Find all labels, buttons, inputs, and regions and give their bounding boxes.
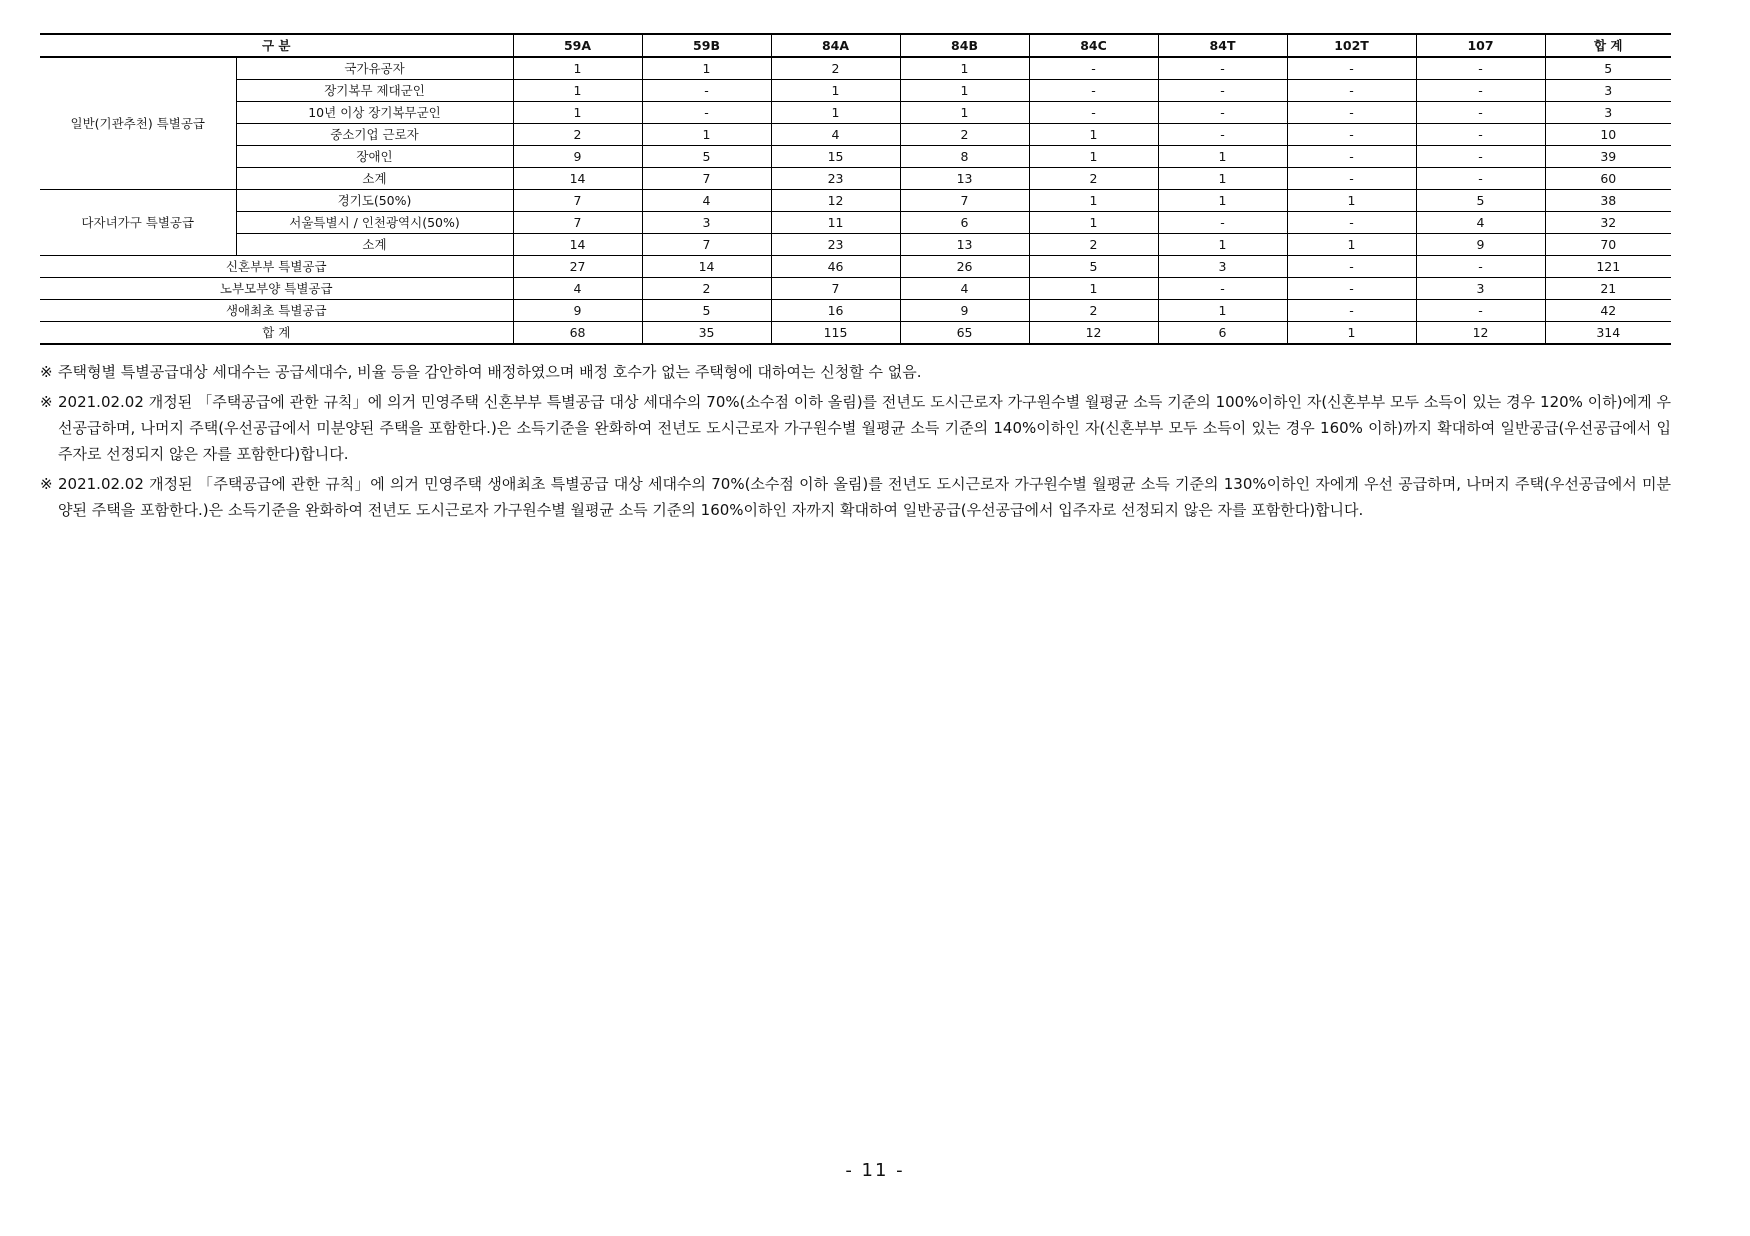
page-content (40, 33, 1671, 527)
value-cell: 5 (1029, 256, 1158, 278)
value-cell: 65 (900, 322, 1029, 345)
value-cell: 14 (513, 234, 642, 256)
row-label: 장애인 (236, 146, 513, 168)
value-cell: - (1029, 80, 1158, 102)
row-label: 합 계 (40, 322, 513, 345)
value-cell: 5 (642, 146, 771, 168)
row-label: 10년 이상 장기복무군인 (236, 102, 513, 124)
value-cell: 15 (771, 146, 900, 168)
value-cell: 1 (1029, 190, 1158, 212)
value-cell: - (1287, 256, 1416, 278)
value-cell: - (1416, 146, 1545, 168)
row-label: 장기복무 제대군인 (236, 80, 513, 102)
value-cell: 35 (642, 322, 771, 345)
value-cell: - (1158, 80, 1287, 102)
row-label: 소계 (236, 168, 513, 190)
header-type-59b: 59B (642, 34, 771, 57)
note-mark: ※ (40, 475, 53, 493)
row-total-cell: 3 (1545, 102, 1671, 124)
header-type-107: 107 (1416, 34, 1545, 57)
note-mark: ※ (40, 393, 53, 411)
value-cell: - (1416, 80, 1545, 102)
row-total-cell: 121 (1545, 256, 1671, 278)
value-cell: - (1416, 57, 1545, 80)
value-cell: - (1416, 300, 1545, 322)
table-row (40, 168, 1671, 190)
note-item (40, 359, 1671, 385)
table-row (40, 212, 1671, 234)
value-cell: 14 (513, 168, 642, 190)
value-cell: 9 (513, 146, 642, 168)
row-total-cell: 32 (1545, 212, 1671, 234)
value-cell: - (642, 80, 771, 102)
value-cell: 7 (642, 234, 771, 256)
row-label: 서울특별시 / 인천광역시(50%) (236, 212, 513, 234)
row-total-cell: 60 (1545, 168, 1671, 190)
header-row (40, 34, 1671, 57)
value-cell: 7 (900, 190, 1029, 212)
value-cell: - (1287, 57, 1416, 80)
value-cell: - (1158, 57, 1287, 80)
value-cell: 3 (1416, 278, 1545, 300)
value-cell: - (1158, 124, 1287, 146)
value-cell: 7 (513, 212, 642, 234)
group-label: 일반(기관추천) 특별공급 (40, 57, 236, 190)
value-cell: 9 (513, 300, 642, 322)
value-cell: 6 (1158, 322, 1287, 345)
value-cell: 9 (900, 300, 1029, 322)
value-cell: 2 (1029, 300, 1158, 322)
page-number: - 11 - (845, 1160, 905, 1181)
table-row (40, 57, 1671, 80)
value-cell: 2 (1029, 234, 1158, 256)
row-label: 국가유공자 (236, 57, 513, 80)
notes-section (40, 359, 1671, 523)
row-total-cell: 314 (1545, 322, 1671, 345)
row-label: 노부모부양 특별공급 (40, 278, 513, 300)
value-cell: 27 (513, 256, 642, 278)
header-category: 구 분 (40, 34, 513, 57)
allocation-table (40, 33, 1671, 345)
value-cell: 1 (1029, 124, 1158, 146)
note-mark: ※ (40, 363, 53, 381)
value-cell: 3 (1158, 256, 1287, 278)
note-item (40, 471, 1671, 523)
value-cell: 14 (642, 256, 771, 278)
value-cell: - (1416, 102, 1545, 124)
value-cell: 1 (642, 124, 771, 146)
row-label: 소계 (236, 234, 513, 256)
value-cell: - (1287, 124, 1416, 146)
value-cell: 1 (1287, 234, 1416, 256)
value-cell: 1 (1158, 168, 1287, 190)
table-row (40, 146, 1671, 168)
row-total-cell: 5 (1545, 57, 1671, 80)
value-cell: 23 (771, 234, 900, 256)
table-row (40, 124, 1671, 146)
group-label: 다자녀가구 특별공급 (40, 190, 236, 256)
table-header (40, 34, 1671, 57)
value-cell: 13 (900, 234, 1029, 256)
value-cell: 1 (1158, 190, 1287, 212)
value-cell: 115 (771, 322, 900, 345)
value-cell: 4 (1416, 212, 1545, 234)
value-cell: - (1416, 168, 1545, 190)
value-cell: 1 (1029, 146, 1158, 168)
value-cell: 1 (900, 80, 1029, 102)
value-cell: 2 (900, 124, 1029, 146)
value-cell: 23 (771, 168, 900, 190)
value-cell: 4 (642, 190, 771, 212)
table-row (40, 190, 1671, 212)
value-cell: 1 (771, 102, 900, 124)
row-total-cell: 70 (1545, 234, 1671, 256)
table-row (40, 300, 1671, 322)
header-type-59a: 59A (513, 34, 642, 57)
table-body (40, 57, 1671, 344)
value-cell: - (1158, 102, 1287, 124)
value-cell: 1 (1158, 234, 1287, 256)
value-cell: 11 (771, 212, 900, 234)
table-row (40, 80, 1671, 102)
value-cell: 12 (1416, 322, 1545, 345)
row-label: 경기도(50%) (236, 190, 513, 212)
header-type-102t: 102T (1287, 34, 1416, 57)
header-type-84a: 84A (771, 34, 900, 57)
value-cell: - (1287, 278, 1416, 300)
value-cell: - (642, 102, 771, 124)
value-cell: - (1287, 168, 1416, 190)
value-cell: 6 (900, 212, 1029, 234)
value-cell: 1 (1158, 300, 1287, 322)
value-cell: 7 (513, 190, 642, 212)
value-cell: - (1029, 102, 1158, 124)
row-total-cell: 38 (1545, 190, 1671, 212)
row-total-cell: 21 (1545, 278, 1671, 300)
value-cell: - (1287, 80, 1416, 102)
row-label: 생애최초 특별공급 (40, 300, 513, 322)
value-cell: - (1416, 124, 1545, 146)
value-cell: 3 (642, 212, 771, 234)
note-text: 주택형별 특별공급대상 세대수는 공급세대수, 비율 등을 감안하여 배정하였으며 배정 호수가 없는 주택형에 대하여는 신청할 수 없음. (58, 363, 922, 381)
table-row (40, 278, 1671, 300)
table-row (40, 102, 1671, 124)
value-cell: 5 (642, 300, 771, 322)
value-cell: 1 (900, 57, 1029, 80)
value-cell: 12 (771, 190, 900, 212)
note-item (40, 389, 1671, 467)
value-cell: 68 (513, 322, 642, 345)
value-cell: 1 (1287, 190, 1416, 212)
value-cell: 1 (513, 57, 642, 80)
row-total-cell: 39 (1545, 146, 1671, 168)
value-cell: 16 (771, 300, 900, 322)
value-cell: 1 (513, 80, 642, 102)
value-cell: - (1287, 212, 1416, 234)
value-cell: 12 (1029, 322, 1158, 345)
value-cell: 4 (513, 278, 642, 300)
value-cell: 1 (1029, 212, 1158, 234)
value-cell: 4 (900, 278, 1029, 300)
value-cell: - (1416, 256, 1545, 278)
row-label: 신혼부부 특별공급 (40, 256, 513, 278)
table-row (40, 234, 1671, 256)
table-row (40, 322, 1671, 345)
value-cell: 1 (642, 57, 771, 80)
value-cell: 46 (771, 256, 900, 278)
value-cell: 4 (771, 124, 900, 146)
row-total-cell: 3 (1545, 80, 1671, 102)
value-cell: 2 (771, 57, 900, 80)
value-cell: 2 (642, 278, 771, 300)
value-cell: 2 (1029, 168, 1158, 190)
value-cell: 7 (642, 168, 771, 190)
value-cell: - (1029, 57, 1158, 80)
header-total: 합 계 (1545, 34, 1671, 57)
note-text: 2021.02.02 개정된 「주택공급에 관한 규칙」에 의거 민영주택 신혼부부 특별공급 대상 세대수의 70%(소수점 이하 올림)를 전년도 도시근로자 가구원수별 월평균 소득 기준의 100%이하인 자(신혼부부 모두 소득이 있는 경우 120% 이하)에게 우선공급하며, 나머지 주택(우선공급에서 미분양된 주택을 포함한다.)은 소득기준을 완화하여 전년도 도시근로자 가구원수별 월평균 소득 기준의 140%이하인 자(신혼부부 모두 소득이 있는 경우 160% 이하)까지 확대하여 일반공급(우선공급에서 입주자로 선정되지 않은 자를 포함한다)합니다. (58, 393, 1671, 463)
value-cell: - (1158, 278, 1287, 300)
header-type-84c: 84C (1029, 34, 1158, 57)
row-label: 중소기업 근로자 (236, 124, 513, 146)
value-cell: 13 (900, 168, 1029, 190)
value-cell: 1 (1158, 146, 1287, 168)
value-cell: 1 (1029, 278, 1158, 300)
table-row (40, 256, 1671, 278)
header-type-84b: 84B (900, 34, 1029, 57)
value-cell: - (1287, 146, 1416, 168)
value-cell: 1 (513, 102, 642, 124)
value-cell: 1 (771, 80, 900, 102)
note-text: 2021.02.02 개정된 「주택공급에 관한 규칙」에 의거 민영주택 생애최초 특별공급 대상 세대수의 70%(소수점 이하 올림)를 전년도 도시근로자 가구원수별 월평균 소득 기준의 130%이하인 자에게 우선 공급하며, 나머지 주택(우선공급에서 미분양된 주택을 포함한다.)은 소득기준을 완화하여 전년도 도시근로자 가구원수별 월평균 소득 기준의 160%이하인 자까지 확대하여 일반공급(우선공급에서 입주자로 선정되지 않은 자를 포함한다)합니다. (58, 475, 1671, 519)
header-type-84t: 84T (1158, 34, 1287, 57)
value-cell: 1 (900, 102, 1029, 124)
row-total-cell: 42 (1545, 300, 1671, 322)
value-cell: 9 (1416, 234, 1545, 256)
value-cell: 2 (513, 124, 642, 146)
value-cell: - (1158, 212, 1287, 234)
value-cell: 1 (1287, 322, 1416, 345)
value-cell: 8 (900, 146, 1029, 168)
value-cell: 5 (1416, 190, 1545, 212)
value-cell: - (1287, 102, 1416, 124)
row-total-cell: 10 (1545, 124, 1671, 146)
value-cell: - (1287, 300, 1416, 322)
value-cell: 7 (771, 278, 900, 300)
value-cell: 26 (900, 256, 1029, 278)
